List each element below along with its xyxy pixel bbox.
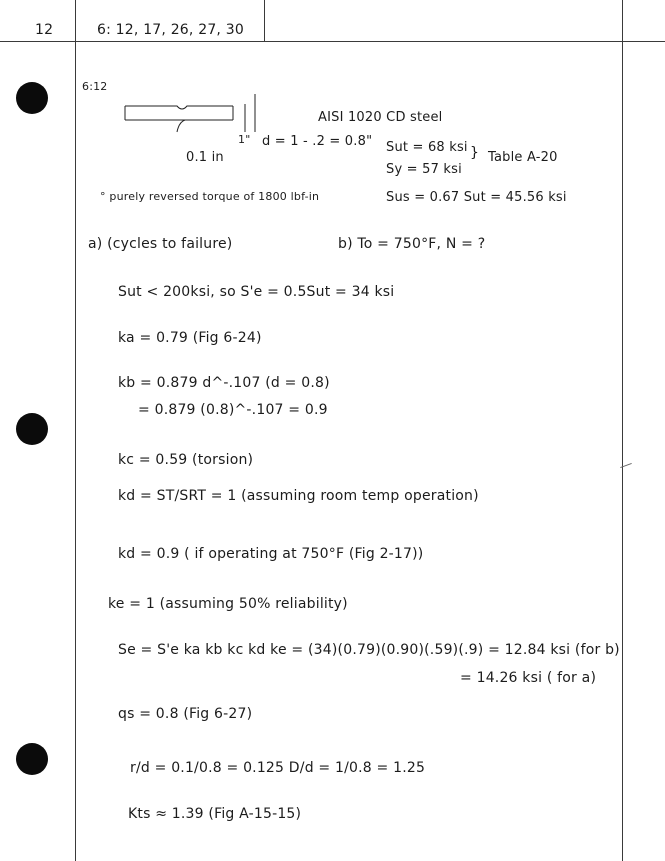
brace-glyph: }: [470, 145, 480, 161]
problem-label: 6:12: [82, 80, 108, 93]
sut-value: Sut = 68 ksi: [386, 140, 468, 155]
step-qs: qs = 0.8 (Fig 6-27): [118, 706, 253, 722]
shaft-sketch: [115, 92, 265, 137]
part-a-heading: a) (cycles to failure): [88, 236, 233, 252]
loading-description: ° purely reversed torque of 1800 lbf-in: [100, 190, 320, 203]
step-ke: ke = 1 (assuming 50% reliability): [108, 596, 348, 612]
step-se-b: Se = S'e ka kb kc kd ke = (34)(0.79)(0.90)(.59)(.9) = 12.84 ksi (for b): [118, 642, 620, 658]
shaft-top-edge: [125, 106, 233, 109]
step-kc: kc = 0.59 (torsion): [118, 452, 254, 468]
sy-value: Sy = 57 ksi: [386, 162, 462, 177]
binder-hole-bottom: [16, 743, 48, 775]
step-kd-hot: kd = 0.9 ( if operating at 750°F (Fig 2-17)): [118, 546, 424, 562]
material-label: AISI 1020 CD steel: [318, 110, 443, 125]
binder-hole-top: [16, 82, 48, 114]
header-rule: [0, 41, 665, 42]
step-kb-value: = 0.879 (0.8)^-.107 = 0.9: [138, 402, 328, 418]
right-margin-line: [622, 0, 623, 861]
step-ratios: r/d = 0.1/0.8 = 0.125 D/d = 1/0.8 = 1.25: [130, 760, 426, 776]
step-kd-room: kd = ST/SRT = 1 (assuming room temp operation): [118, 488, 479, 504]
table-reference: Table A-20: [488, 150, 558, 165]
step-kb-formula: kb = 0.879 d^-.107 (d = 0.8): [118, 375, 330, 391]
step-kts: Kts ≈ 1.39 (Fig A-15-15): [128, 806, 302, 822]
outer-diameter-label: 1": [238, 133, 251, 146]
step-se-prime: Sut < 200ksi, so S'e = 0.5Sut = 34 ksi: [118, 284, 395, 300]
step-ka: ka = 0.79 (Fig 6-24): [118, 330, 262, 346]
header-divider: [264, 0, 265, 41]
binder-hole-middle: [16, 413, 48, 445]
part-b-heading: b) To = 750°F, N = ?: [338, 236, 486, 252]
step-se-a: = 14.26 ksi ( for a): [460, 670, 597, 686]
radius-label: 0.1 in: [186, 150, 224, 165]
sus-value: Sus = 0.67 Sut = 45.56 ksi: [386, 190, 567, 205]
left-margin-line: [75, 0, 76, 861]
diameter-note: d = 1 - .2 = 0.8": [262, 134, 373, 149]
page-number: 12: [35, 22, 54, 38]
radius-leader: [177, 120, 185, 132]
problem-list: 6: 12, 17, 26, 27, 30: [97, 22, 244, 38]
